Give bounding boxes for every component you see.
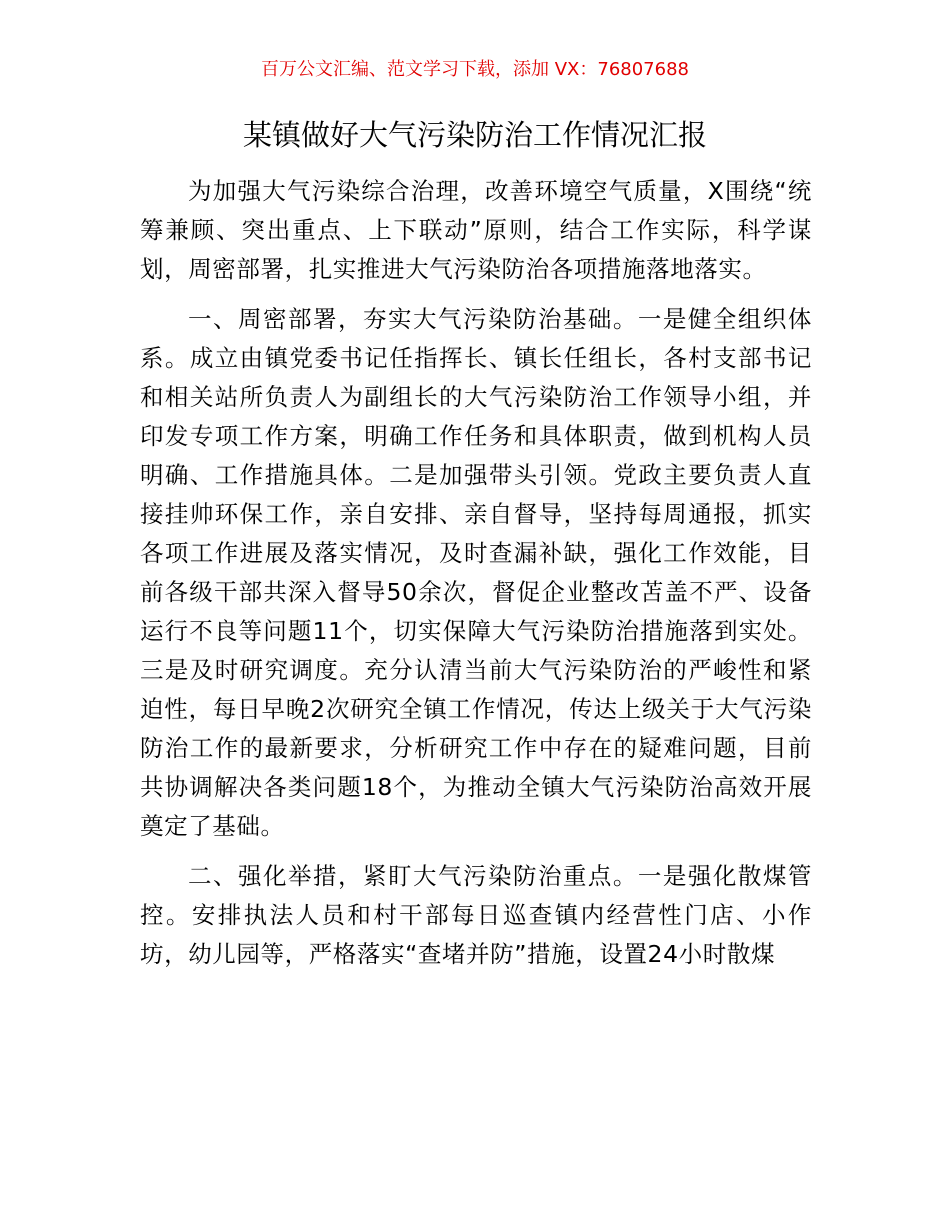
paragraph-section-2: 二、强化举措，紧盯大气污染防治重点。一是强化散煤管控。安排执法人员和村干部每日巡查镇内经营性门店、小作坊，幼儿园等，严格落实“查堵并防”措施，设置24小时散煤 [140,862,812,968]
header-banner: 百万公文汇编、范文学习下载，添加 VX：76807688 [261,59,689,80]
paragraph-intro: 为加强大气污染综合治理，改善环境空气质量，X围绕“统筹兼顾、突出重点、上下联动”原则，结合工作实际，科学谋划，周密部署，扎实推进大气污染防治各项措施落地落实。 [140,177,812,283]
paragraph-section-1: 一、周密部署，夯实大气污染防治基础。一是健全组织体系。成立由镇党委书记任指挥长、镇长任组长，各村支部书记和相关站所负责人为副组长的大气污染防治工作领导小组，并印发专项工作方案，明确工作任务和具体职责，做到机构人员明确、工作措施具体。二是加强带头引领。党政主要负责人直接挂帅环保工作，亲自安排、亲自督导，坚持每周通报，抓实各项工作进展及落实情况，及时查漏补缺，强化工作效能，目前各级干部共深入督导50余次，督促企业整改苫盖不严、设备运行不良等问题11个，切实保障大气污染防治措施落到实处。三是及时研究调度。充分认清当前大气污染防治的严峻性和紧迫性，每日早晚2次研究全镇工作情况，传达上级关于大气污染防治工作的最新要求，分析研究工作中存在的疑难问题，目前共协调解决各类问题18个，为推动全镇大气污染防治高效开展奠定了基础。 [140,305,812,840]
document-title: 某镇做好大气污染防治工作情况汇报 [242,118,707,152]
document-body [140,172,812,985]
